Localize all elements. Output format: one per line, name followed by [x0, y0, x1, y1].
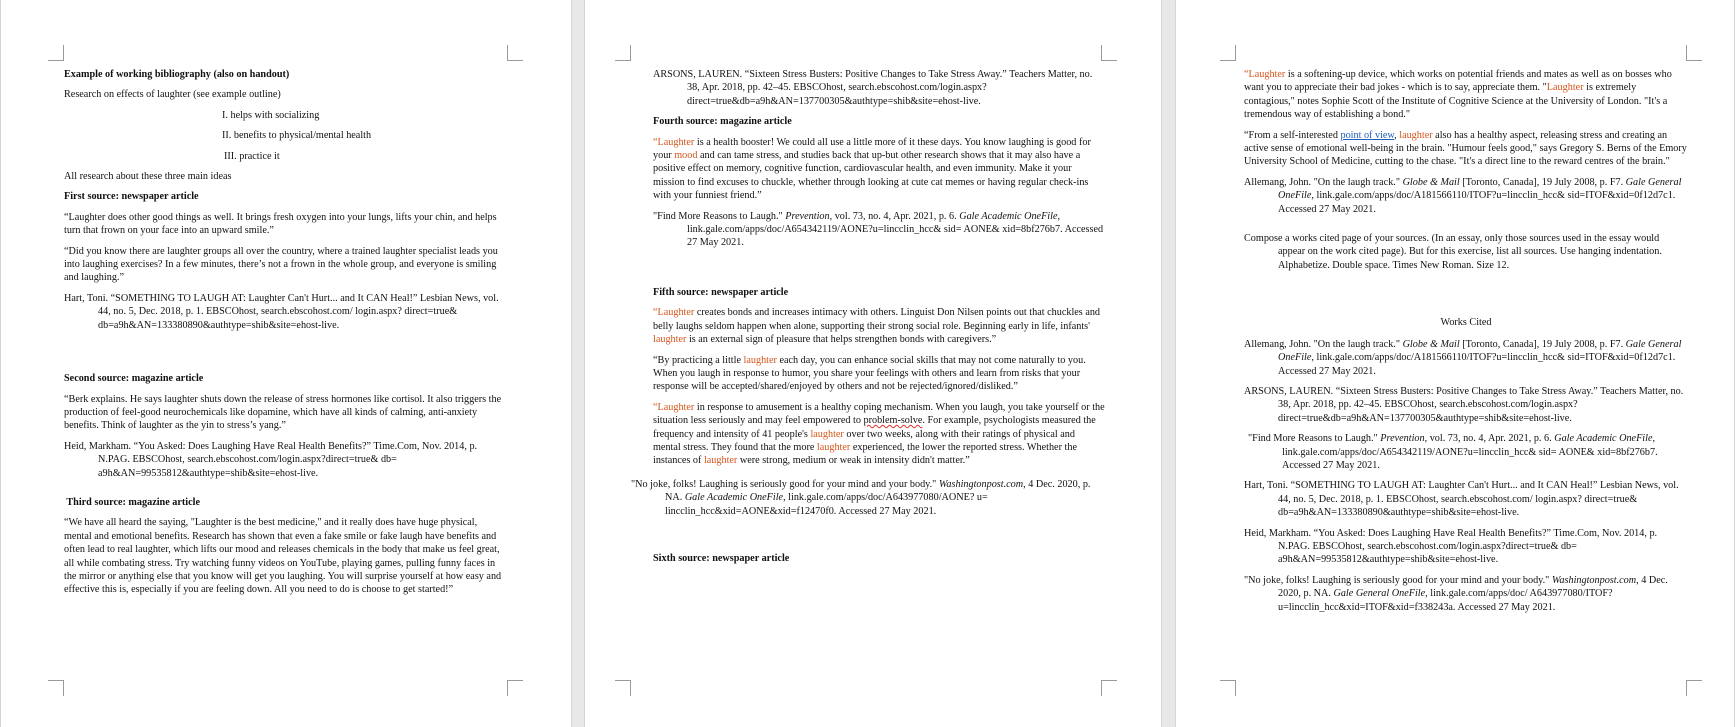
highlighted-word: Laughter	[657, 136, 695, 148]
citation-text: [Toronto, Canada], 19 July 2008, p. F7.	[1459, 338, 1626, 350]
spellcheck-flagged-word[interactable]: problem-solve	[863, 415, 923, 427]
page3-quote-1	[1244, 68, 1688, 122]
margin-corner-bottom-left	[1220, 680, 1236, 696]
citation-text: , link.gale.com/apps/doc/A181566110/ITOF?u=lincclin_hcc& sid=ITOF&xid=0f12d7c1. Accessed 27 May 2021.	[1278, 352, 1676, 377]
citation-journal: Prevention	[785, 210, 830, 222]
wc-heid-entry: Heid, Markham. “You Asked: Does Laughing Have Real Health Benefits?” Time.Com, Nov. 2014, p. N.PAG. EBSCOhost, search.ebscohost.com/login.aspx?direct=true& db= a9h&AN=99535812&authtype=shib&site=ehost-live.	[1244, 527, 1658, 566]
fourth-source-heading: Fourth source: magazine article	[653, 116, 792, 128]
quote-text: creates bonds and increases intimacy with others. Linguist Don Nilsen points out that chuckles and belly laughs seldom happen when alone, supporting their strong social role. Beginning early in life, infants'	[653, 307, 1101, 332]
citation-journal: Prevention	[1380, 433, 1425, 445]
citation-text: "Find More Reasons to Laugh."	[653, 210, 786, 222]
arsons-citation: ARSONS, LAUREN. “Sixteen Stress Busters: Positive Changes to Take Stress Away.” Teachers Matter, no. 38, Apr. 2018, pp. 42–45. EBSCOhost, search.ebscohost.com/login.aspx? direct=true&db=a9h&AN=137700305&authtype=shib&site=ehost-live.	[653, 69, 1093, 107]
highlighted-word: laughter	[1399, 129, 1433, 141]
first-source-heading: First source: newspaper article	[64, 191, 199, 203]
citation-text: , link.gale.com/apps/doc/A654342119/AONE?u=lincclin_hcc& sid= AONE& xid=8bf276b7. Accessed 27 May 2021.	[687, 210, 1104, 249]
citation-text: , link.gale.com/apps/doc/A181566110/ITOF?u=lincclin_hcc& sid=ITOF&xid=0f12d7c1. Accessed 27 May 2021.	[1278, 190, 1676, 215]
citation-text: , 4 Dec. 2020, p. NA.	[1278, 574, 1668, 600]
citation-database: Gale Academic OneFile	[959, 210, 1058, 222]
citation-paper: Globe & Mail	[1402, 176, 1460, 188]
citation-site: Washingtonpost.com	[938, 478, 1024, 490]
outline-item-3: III. practice it	[224, 150, 280, 162]
highlighted-word: Laughter	[657, 307, 695, 319]
highlighted-word: Laughter	[657, 401, 695, 413]
citation-text: , vol. 73, no. 4, Apr. 2021, p. 6.	[829, 210, 960, 222]
all-research-note: All research about these three main ideas	[64, 171, 232, 183]
document-page-2[interactable]	[584, 0, 1162, 727]
quote-mark: “	[1244, 69, 1249, 80]
fourth-source-quote	[653, 136, 1105, 203]
citation-database: Gale General OneFile	[1333, 588, 1426, 600]
second-source-quote: “Berk explains. He says laughter shuts down the release of stress hormones like cortisol. It also triggers the production of feel-good neurochemicals like dopamine, which have all kinds of calming, anti-anxiety benefits. Think of laughter as the yin to stress’s yang.”	[64, 393, 502, 432]
allemang-citation	[1244, 176, 1688, 216]
quote-mark: “	[653, 401, 658, 413]
sixth-source-heading: Sixth source: newspaper article	[653, 552, 790, 564]
page-3-body[interactable]	[1244, 68, 1688, 621]
quote-text: is extremely contagious," notes Sophie Scott of the Institute of Cognitive Science at the University of London. "It's a tremendous way of establishing a bond."	[1244, 82, 1668, 121]
document-page-1[interactable]	[0, 0, 572, 727]
third-source-heading: Third source: magazine article	[64, 496, 200, 508]
first-source-quote-1: “Laughter does other good things as well. It brings fresh oxygen into your lungs, lifts your chin, and helps turn that frown on your face into an upward smile.”	[64, 211, 497, 237]
citation-text: , link.gale.com/apps/doc/A654342119/AONE?u=lincclin_hcc& sid= AONE& xid=8bf276b7. Accessed 27 May 2021.	[1282, 433, 1658, 471]
quote-text: is an external sign of pleasure that helps strengthen bonds with caregivers.”	[686, 334, 997, 346]
quote-mark: “	[653, 136, 658, 148]
wc-washingtonpost-entry	[1244, 574, 1688, 614]
margin-corner-top-left	[48, 45, 64, 61]
outline-item-1: I. helps with socializing	[222, 109, 320, 121]
washingtonpost-citation	[631, 478, 1105, 518]
quote-text: . For example, psychologists measured the frequency and intensity of 41 people's	[653, 415, 1096, 440]
works-cited-title: Works Cited	[1440, 317, 1492, 329]
citation-text: , 4 Dec. 2020, p. NA.	[665, 478, 1091, 504]
quote-text: in response to amusement is a healthy coping mechanism. When you laugh, you take yourself or the situation less seriously and may feel empowered to	[653, 401, 1105, 427]
point-of-view-link[interactable]: point of view	[1340, 129, 1395, 141]
highlighted-word: laughter	[743, 354, 777, 366]
margin-corner-top-left	[615, 45, 631, 61]
quote-text: also has a healthy aspect, releasing stress and creating an active sense of emotional well-being in the brain. "Humour feels good," says Gregory S. Berns of the Emory University School of Medicine, cutting to the chase. "It's a direct line to the reward centres of the brain."	[1244, 129, 1687, 168]
quote-text: were strong, medium or weak in intensity didn't matter.”	[737, 455, 970, 467]
highlighted-word: Laughter	[1546, 82, 1584, 94]
margin-corner-bottom-right	[1686, 680, 1702, 696]
quote-text: is a health booster! We could all use a little more of it these days. You know laughing is good for your	[653, 136, 1091, 162]
highlighted-word: laughter	[653, 334, 687, 346]
third-source-quote: “We have all heard the saying, "Laughter is the best medicine," and it really does have huge physical, mental and emotional benefits. Research has shown that even a fake smile or fake laugh have benefits and often lead to real laughter, which lifts our mood and releases chemicals in the body that make us feel great, all while combating stress. Try watching funny videos on YouTube, playing games, pulling funny faces in the mirror or anything else that you know will get you laughing. You will surprise yourself at how easy and effective this is, especially if you are feeling down. All you need to do is choose to get started!”	[64, 517, 502, 596]
margin-corner-top-right	[507, 45, 523, 61]
page-1-body[interactable]	[64, 68, 504, 604]
wc-hart-entry: Hart, Toni. “SOMETHING TO LAUGH AT: Laughter Can't Hurt... and It CAN Heal!” Lesbian News, vol. 44, no. 5, Dec. 2018, p. 1. EBSCOhost, search.ebscohost.com/ login.aspx? direct=true& db=a9h&AN=133380890&authtype=shib&site=ehost-live.	[1244, 480, 1679, 519]
quote-text: is a softening-up device, which works on potential friends and mates as well as on bosses who want you to appreciate their bad jokes - which is to say, appreciate them. "	[1244, 69, 1672, 94]
hart-citation: Hart, Toni. “SOMETHING TO LAUGH AT: Laughter Can't Hurt... and It CAN Heal!” Lesbian News, vol. 44, no. 5, Dec. 2018, p. 1. EBSCOhost, search.ebscohost.com/ login.aspx? direct=true& db=a9h&AN=133380890&authtype=shib&site=ehost-live.	[64, 292, 499, 331]
citation-text: , link.gale.com/apps/doc/A643977080/AONE? u= lincclin_hcc&xid=AONE&xid=f12470f0. Accessed 27 May 2021.	[665, 492, 988, 517]
prevention-citation	[653, 210, 1105, 250]
highlighted-word: laughter	[810, 428, 844, 440]
quote-text: each day, you can enhance social skills that may not come naturally to you. When you laugh in response to humor, you share your feelings with others and learn from risks that your response will be accepted/shared/enjoyed by others and not be rejected/ignored/disliked.”	[653, 354, 1086, 393]
first-source-quote-2: “Did you know there are laughter groups all over the country, where a trained laughter specialist leads you into laughing exercises? In a few minutes, there’s not a frown in the whole group, and everyone is smiling and laughing.”	[64, 245, 498, 284]
highlighted-word: Laughter	[1248, 69, 1286, 80]
margin-corner-bottom-right	[1101, 680, 1117, 696]
outline-item-2: II. benefits to physical/mental health	[222, 130, 372, 142]
margin-corner-bottom-left	[48, 680, 64, 696]
wc-arsons-entry: ARSONS, LAUREN. “Sixteen Stress Busters: Positive Changes to Take Stress Away.” Teachers Matter, no. 38, Apr. 2018, pp. 42–45. EBSCOhost, search.ebscohost.com/login.aspx? direct=true&db=a9h&AN=137700305&authtype=shib&site=ehost-live.	[1244, 385, 1684, 424]
citation-database: Gale Academic OneFile	[684, 492, 784, 504]
citation-text: "No joke, folks! Laughing is seriously good for your mind and your body."	[631, 478, 939, 490]
citation-text: "Find More Reasons to Laugh."	[1248, 433, 1381, 445]
margin-corner-top-right	[1686, 45, 1702, 61]
fifth-source-quote-1	[653, 306, 1105, 346]
second-source-heading: Second source: magazine article	[64, 373, 204, 385]
page-2-body[interactable]	[631, 68, 1105, 572]
citation-text: , vol. 73, no. 4, Apr. 2021, p. 6.	[1424, 433, 1555, 445]
margin-corner-bottom-left	[615, 680, 631, 696]
heid-citation: Heid, Markham. “You Asked: Does Laughing Have Real Health Benefits?” Time.Com, Nov. 2014, p. N.PAG. EBSCOhost, search.ebscohost.com/login.aspx?direct=true& db= a9h&AN=99535812&authtype=shib&site=ehost-live.	[64, 440, 478, 479]
citation-database: Gale Academic OneFile	[1554, 433, 1653, 445]
citation-site: Washingtonpost.com	[1551, 574, 1637, 586]
quote-text: and can tame stress, and studies back that up-but other research shows that it may also have a positive effect on memory, cognitive function, cardiovascular health, and even immunity. Make it your mission to find excuses to chuckle, whether through looking at cute cat memes or having regular check-ins with your funniest friend.”	[653, 150, 1089, 202]
citation-paper: Globe & Mail	[1402, 338, 1460, 350]
wc-prevention-entry	[1248, 432, 1688, 472]
quote-text: ,	[1394, 129, 1400, 141]
citation-database: Gale General OneFile	[1278, 338, 1682, 364]
highlighted-word: mood	[674, 150, 698, 162]
highlighted-word: laughter	[816, 441, 851, 453]
margin-corner-top-right	[1101, 45, 1117, 61]
quote-mark: “	[653, 307, 658, 319]
works-cited-instructions: Compose a works cited page of your sources. (In an essay, only those sources used in the essay would appear on the work cited page). But for this exercise, list all sources. Use hanging indentation. Alphabetize. Double space. Times New Roman. Size 12.	[1244, 233, 1662, 271]
highlighted-word: laughter	[703, 455, 738, 467]
citation-text: Allemang, John. "On the laugh track."	[1244, 176, 1403, 188]
citation-text: [Toronto, Canada], 19 July 2008, p. F7.	[1459, 176, 1626, 188]
document-page-3[interactable]	[1175, 0, 1735, 727]
page3-quote-2	[1244, 129, 1688, 169]
margin-corner-top-left	[1220, 45, 1236, 61]
quote-text: over two weeks, along with their ratings of physical and mental stress. They found that the more	[653, 428, 1075, 453]
margin-corner-bottom-right	[507, 680, 523, 696]
citation-text: "No joke, folks! Laughing is seriously good for your mind and your body."	[1244, 574, 1552, 586]
fifth-source-quote-3	[653, 401, 1105, 468]
citation-database: Gale General OneFile	[1278, 176, 1682, 202]
wc-allemang-entry	[1244, 338, 1688, 378]
citation-text: , link.gale.com/apps/doc/ A643977080/ITOF? u=lincclin_hcc&xid=ITOF&xid=f338243a. Accessed 27 May 2021.	[1278, 588, 1613, 613]
research-topic: Research on effects of laughter (see example outline)	[64, 89, 281, 101]
quote-text: “From a self-interested	[1244, 129, 1341, 141]
citation-text: Allemang, John. "On the laugh track."	[1244, 338, 1403, 350]
fifth-source-heading: Fifth source: newspaper article	[653, 286, 789, 298]
quote-text: experienced, the lower the reported stress. Whether the instances of	[653, 441, 1077, 467]
quote-text: “By practicing a little	[653, 354, 744, 366]
fifth-source-quote-2	[653, 354, 1105, 394]
bibliography-heading: Example of working bibliography (also on handout)	[64, 69, 290, 80]
